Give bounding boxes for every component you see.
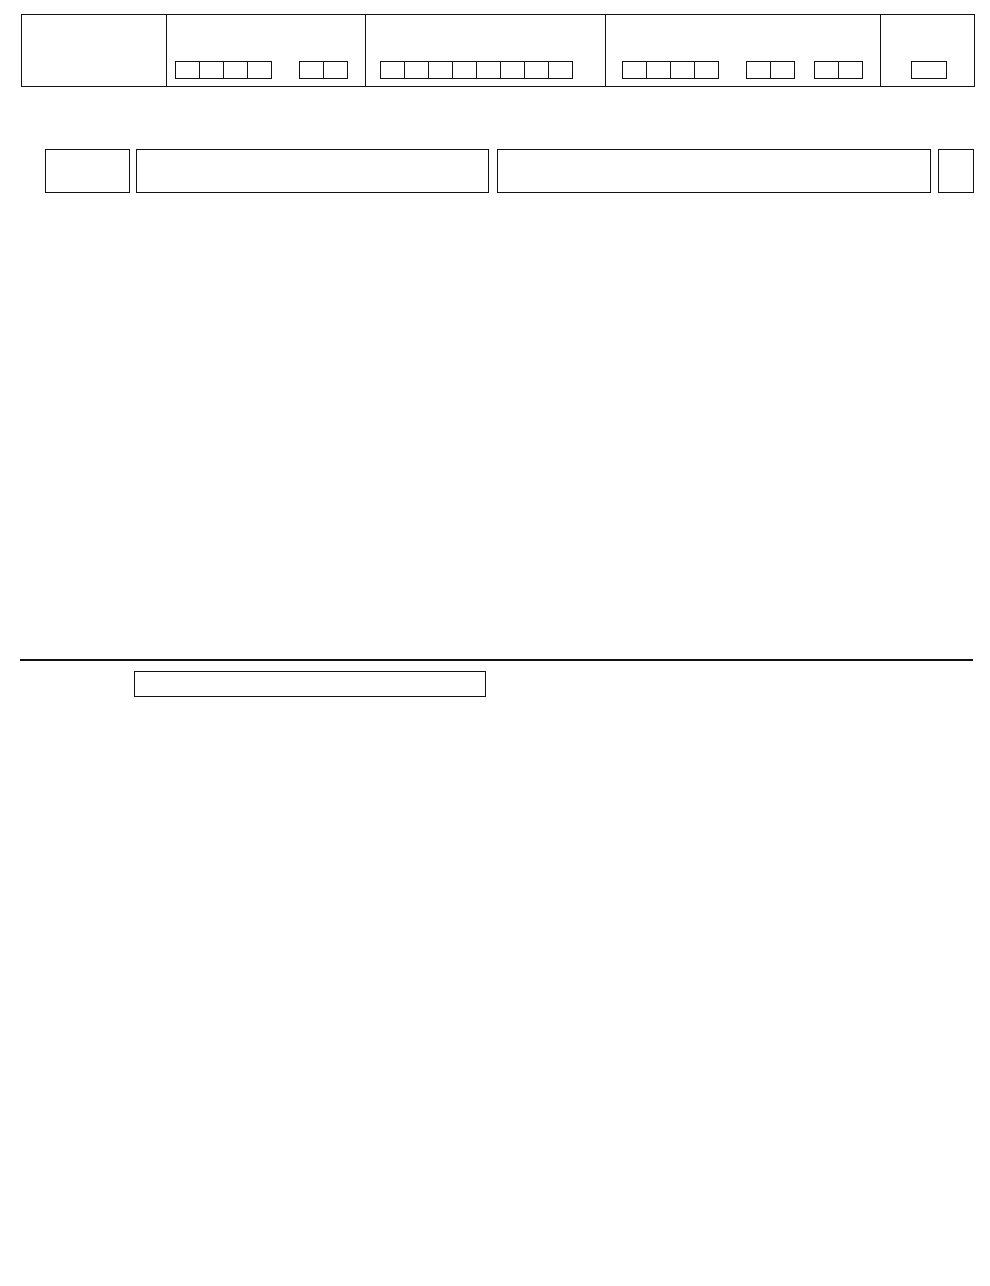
- col-header-values: [497, 149, 931, 193]
- doc-type-box: [880, 14, 975, 87]
- col-header-b: [606, 159, 714, 161]
- section2-title: [134, 671, 486, 697]
- fill-date-day-cells[interactable]: [814, 61, 862, 79]
- aptf-id-box: [21, 14, 167, 87]
- col-header-a: [498, 159, 606, 161]
- doc-type-cell[interactable]: [911, 61, 946, 79]
- period-year-month-cells[interactable]: [175, 61, 271, 79]
- fill-date-box: [605, 14, 881, 87]
- fill-date-year-cells[interactable]: [622, 61, 718, 79]
- col-header-name: [136, 149, 489, 193]
- period-box: [166, 14, 366, 87]
- fill-date-month-cells[interactable]: [746, 61, 794, 79]
- provider-id-cells[interactable]: [380, 61, 572, 79]
- provider-box: [365, 14, 606, 87]
- section-separator: [20, 659, 973, 661]
- period-day-cells[interactable]: [299, 61, 347, 79]
- col-header-mod: [938, 149, 974, 193]
- col-header-aptf: [45, 149, 130, 193]
